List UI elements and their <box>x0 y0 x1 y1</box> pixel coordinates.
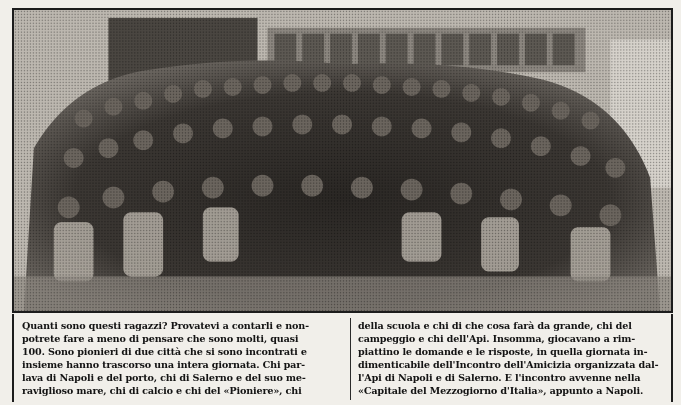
column-divider <box>350 318 351 400</box>
caption-column-left <box>22 320 352 398</box>
caption-line: piattino le domande e le risposte, in quella giornata in- <box>358 347 648 358</box>
caption-line: campeggio e chi dell'Api. Insomma, giocavano a rim- <box>358 334 636 345</box>
caption-line: dimenticabile dell'Incontro dell'Amicizia organizzata dal- <box>358 360 659 371</box>
caption-line: raviglioso mare, chi di calcio e chi del «Pioniere», chi <box>22 386 302 397</box>
caption-line: l'Api di Napoli e di Salerno. E l'incontro avvenne nella <box>358 373 641 384</box>
group-photo-halftone <box>14 10 671 311</box>
caption-line: potrete fare a meno di pensare che sono molti, quasi <box>22 334 299 345</box>
caption-line: della scuola e chi di che cosa farà da grande, chi del <box>358 321 632 332</box>
caption-line: insieme hanno trascorso una intera giornata. Chi par- <box>22 360 305 371</box>
caption-column-right <box>358 320 669 398</box>
photo-caption <box>12 314 673 402</box>
caption-line: 100. Sono pionieri di due città che si sono incontrati e <box>22 347 307 358</box>
group-photo <box>12 8 673 313</box>
caption-line: Quanti sono questi ragazzi? Provatevi a contarli e non- <box>22 321 309 332</box>
caption-line: lava di Napoli e del porto, chi di Salerno e del suo me- <box>22 373 306 384</box>
caption-line: «Capitale del Mezzogiorno d'Italia», appunto a Napoli. <box>358 386 644 397</box>
